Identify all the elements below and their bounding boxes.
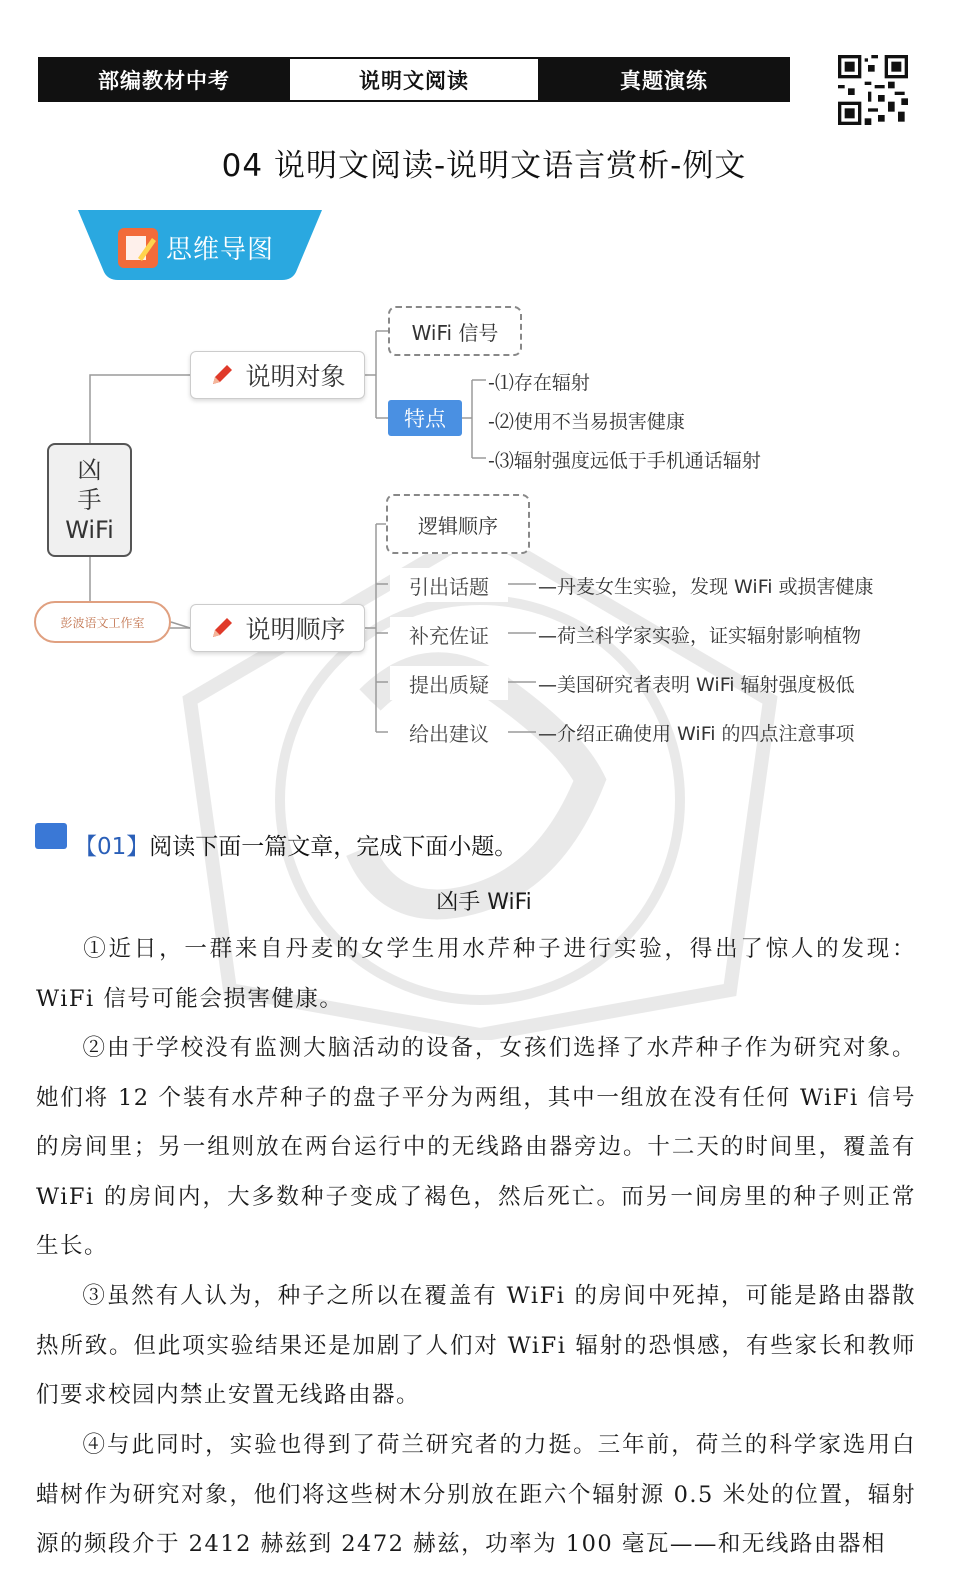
step-desc-1: —丹麦女生实验，发现 WiFi 或损害健康 bbox=[538, 576, 874, 598]
branch-object bbox=[190, 351, 365, 399]
article-paragraph-2 bbox=[36, 1024, 916, 1272]
feature-1: -⑴存在辐射 bbox=[488, 372, 590, 394]
banner-label: 思维导图 bbox=[166, 235, 275, 265]
node-wifi-signal-label: WiFi 信号 bbox=[411, 320, 499, 345]
article-paragraph-4 bbox=[36, 1421, 916, 1570]
article-paragraph-1 bbox=[36, 925, 916, 1024]
pencil-icon bbox=[209, 362, 235, 388]
question-line bbox=[74, 828, 517, 861]
step-node-3 bbox=[390, 666, 508, 700]
header-tab-expository: 说明文阅读 bbox=[288, 59, 540, 100]
step-label-1: 引出话题 bbox=[409, 574, 489, 599]
node-logic-order-label: 逻辑顺序 bbox=[418, 513, 498, 538]
step-node-2 bbox=[390, 617, 508, 651]
node-logic-order bbox=[386, 494, 530, 554]
step-label-4: 给出建议 bbox=[409, 721, 489, 746]
feature-2: -⑵使用不当易损害健康 bbox=[488, 411, 685, 433]
node-wifi-signal bbox=[388, 306, 522, 356]
step-desc-4: —介绍正确使用 WiFi 的四点注意事项 bbox=[538, 723, 855, 745]
pencil-icon bbox=[209, 615, 235, 641]
paragraph-3-text: ③虽然有人认为，种子之所以在覆盖有 WiFi 的房间中死掉，可能是路由器散热所致。但此项实验结果还是加剧了人们对 WiFi 辐射的恐惧感，有些家长和教师们要求校园内禁止安置无线路由器。 bbox=[36, 1283, 916, 1408]
node-features-label: 特点 bbox=[404, 407, 446, 431]
step-desc-3: —美国研究者表明 WiFi 辐射强度极低 bbox=[538, 674, 855, 696]
root-line-3: WiFi bbox=[65, 516, 114, 544]
paragraph-1-text: ①近日，一群来自丹麦的女学生用水芹种子进行实验，得出了惊人的发现：WiFi 信号可能会损害健康。 bbox=[36, 936, 916, 1012]
question-number: 【01】 bbox=[74, 834, 150, 860]
paragraph-4-text: ④与此同时，实验也得到了荷兰研究者的力挺。三年前，荷兰的科学家选用白蜡树作为研究对象，他们将这些树木分别放在距六个辐射源 0.5 米处的位置，辐射源的频段介于 2412 赫兹到 2472 赫兹，功率为 100 毫瓦——和无线路由器相 bbox=[36, 1432, 916, 1557]
step-desc-2: —荷兰科学家实验，证实辐射影响植物 bbox=[538, 625, 862, 647]
mindmap-root bbox=[47, 443, 132, 557]
page-title: 04 说明文阅读-说明文语言赏析-例文 bbox=[221, 148, 747, 184]
header-tab-textbook: 部编教材中考 bbox=[40, 59, 288, 100]
step-node-1 bbox=[390, 568, 508, 602]
studio-label: 彭波语文工作室 bbox=[34, 601, 171, 643]
branch-order-label: 说明顺序 bbox=[245, 615, 346, 644]
paragraph-2-text: ②由于学校没有监测大脑活动的设备，女孩们选择了水芹种子作为研究对象。她们将 12 个装有水芹种子的盘子平分为两组，其中一组放在没有任何 WiFi 信号的房间里；另一组则放在两台运行中的无线路由器旁边。十二天的时间里，覆盖有 WiFi 的房间内，大多数种子变成了褐色，然后死亡。而另一间房里的种子则正常生长。 bbox=[36, 1035, 916, 1259]
question-marker-icon bbox=[35, 823, 67, 849]
node-features bbox=[388, 400, 462, 436]
header-tab-practice: 真题演练 bbox=[540, 59, 788, 100]
step-label-3: 提出质疑 bbox=[409, 672, 489, 697]
root-line-2: 手 bbox=[77, 486, 102, 514]
article-title: 凶手 WiFi bbox=[436, 890, 532, 915]
root-line-1: 凶 bbox=[77, 456, 102, 484]
question-prompt: 阅读下面一篇文章，完成下面小题。 bbox=[149, 834, 518, 860]
step-node-4 bbox=[390, 715, 508, 749]
article-paragraph-3 bbox=[36, 1272, 916, 1421]
branch-object-label: 说明对象 bbox=[245, 362, 346, 391]
step-label-2: 补充佐证 bbox=[409, 623, 489, 648]
feature-3: -⑶辐射强度远低于手机通话辐射 bbox=[488, 450, 761, 472]
branch-order bbox=[190, 604, 365, 652]
